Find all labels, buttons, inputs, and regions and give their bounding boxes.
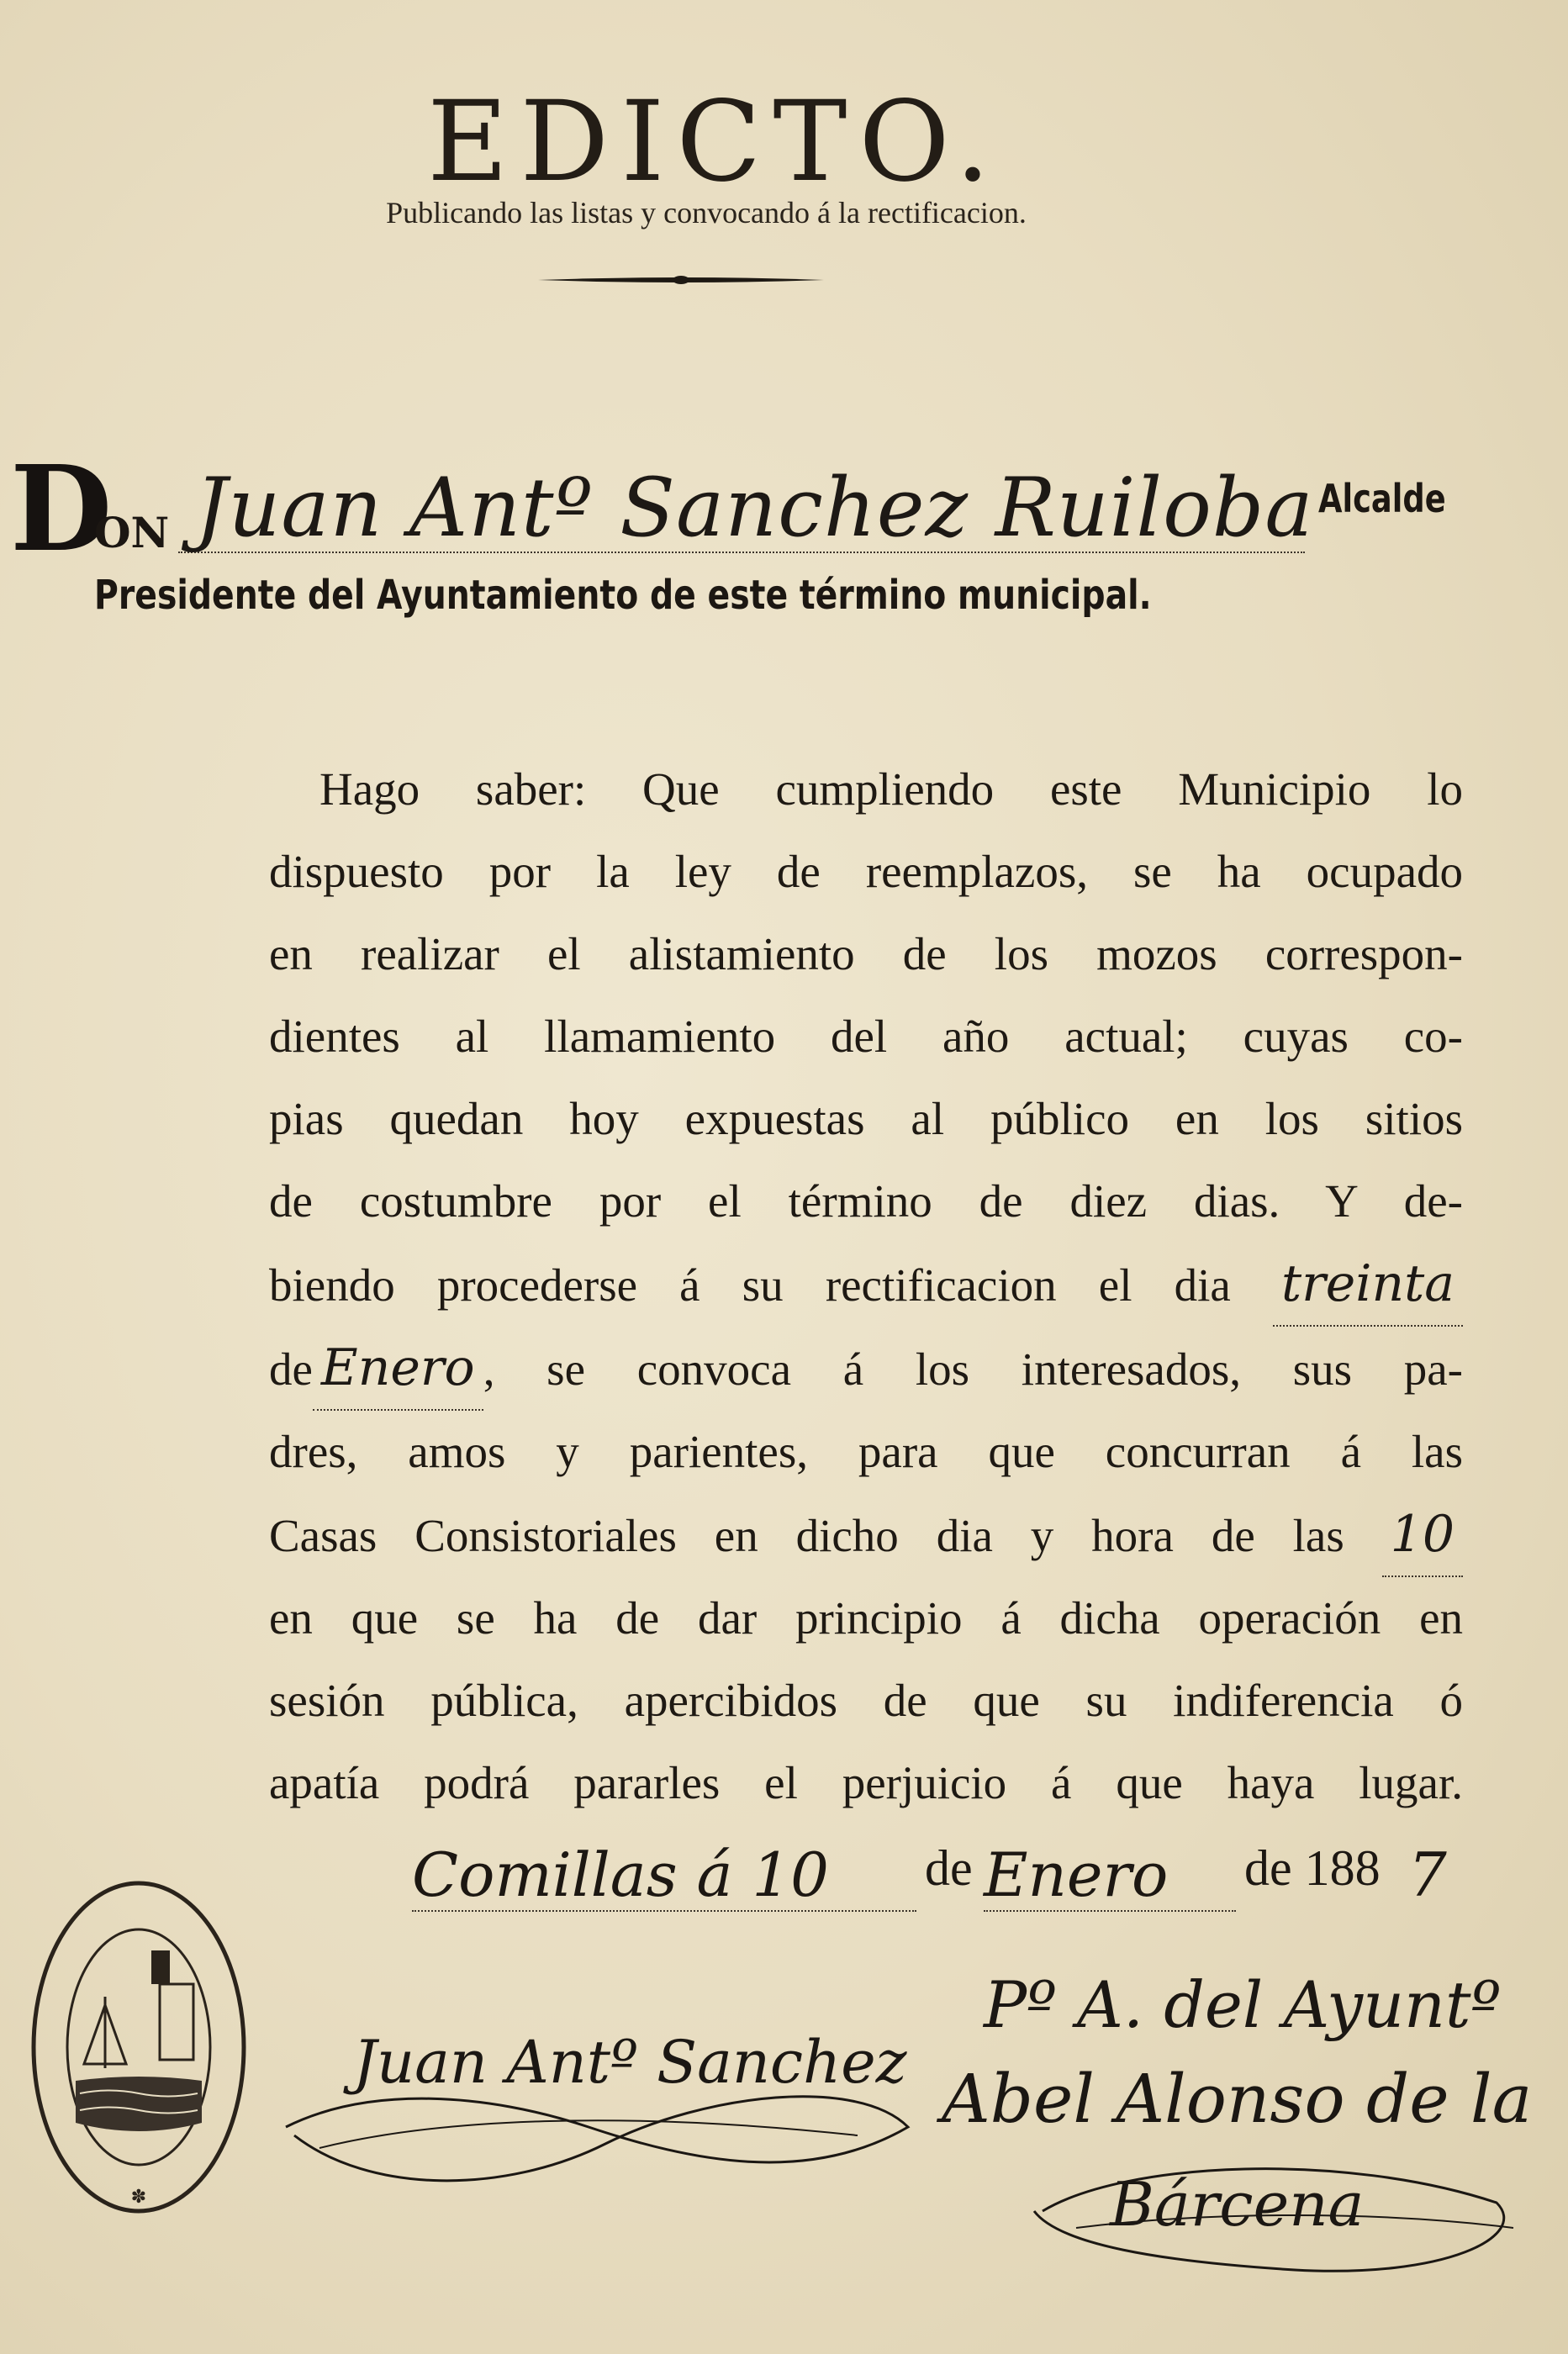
ornamental-rule: [538, 267, 824, 293]
date-de-text: de: [925, 1840, 973, 1896]
document-title: EDICTO.: [427, 77, 1002, 207]
body-line: dres, amos y parientes, para que concurran á las: [269, 1426, 1463, 1477]
body-line: [269, 1327, 1463, 1411]
body-line: pias quedan hoy expuestas al público en los sitios: [269, 1093, 1463, 1144]
body-line: en realizar el alistamiento de los mozos correspon-: [269, 928, 1463, 979]
mayor-signature: Juan Antº Sanchez: [353, 2028, 907, 2097]
body-text-fragment: biendo procederse á su rectificacion el dia: [269, 1259, 1231, 1311]
place-handwritten-field: Comillas á 10: [412, 1839, 916, 1912]
body-line: [269, 1243, 1463, 1327]
body-line: dientes al llamamiento del año actual; cuyas co-: [269, 1011, 1463, 1062]
body-line: dispuesto por la ley de reemplazos, se ha ocupado: [269, 846, 1463, 897]
day-handwritten-field: treinta: [1273, 1243, 1463, 1327]
body-line: de costumbre por el término de diez dias. Y de-: [269, 1175, 1463, 1227]
mayor-name-field: [178, 459, 1314, 555]
body-line: sesión pública, apercibidos de que su indiferencia ó: [269, 1675, 1463, 1726]
date-year-handwritten: 7: [1408, 1839, 1447, 1910]
body-text-fragment: , se convoca á los interesados, sus pa-: [483, 1343, 1463, 1395]
document-subtitle: Publicando las listas y convocando á la rectificacion.: [386, 196, 1027, 230]
body-line: Hago saber: Que cumpliendo este Municipio lo: [319, 763, 1463, 815]
edict-body: [269, 748, 1463, 1824]
drop-cap-letter: D: [10, 441, 113, 578]
body-line: apatía podrá pararles el perjuicio á que haya lugar.: [269, 1757, 1463, 1808]
body-line: en que se ha de dar principio á dicha operación en: [269, 1592, 1463, 1644]
body-text-fragment: de: [269, 1343, 313, 1395]
date-month-handwritten-field: Enero: [984, 1839, 1236, 1912]
body-text-fragment: Casas Consistoriales en dicho dia y hora de las: [269, 1510, 1344, 1561]
presidente-line: Presidente del Ayuntamiento de este término municipal.: [94, 572, 1152, 619]
month-handwritten-field: Enero: [313, 1327, 483, 1411]
secretary-signature-surname: Bárcena: [1110, 2169, 1365, 2240]
date-year-prefix: de 188: [1244, 1840, 1381, 1896]
secretary-signature-name: Abel Alonso de la: [942, 2060, 1533, 2138]
alcalde-label: Alcalde: [1318, 476, 1446, 521]
don-text: ON: [94, 508, 170, 557]
hour-handwritten-field: 10: [1382, 1493, 1463, 1577]
municipal-seal-icon: [25, 1871, 252, 2224]
date-line: [412, 1831, 1463, 1924]
mayor-name-handwritten: Juan Antº Sanchez Ruiloba: [195, 461, 1314, 555]
body-line: [269, 1493, 1463, 1577]
svg-text:✽: ✽: [130, 2187, 147, 2208]
mayor-name-line: [10, 441, 1446, 578]
secretary-vb-text: Pº A. del Ayuntº: [984, 1967, 1502, 2042]
